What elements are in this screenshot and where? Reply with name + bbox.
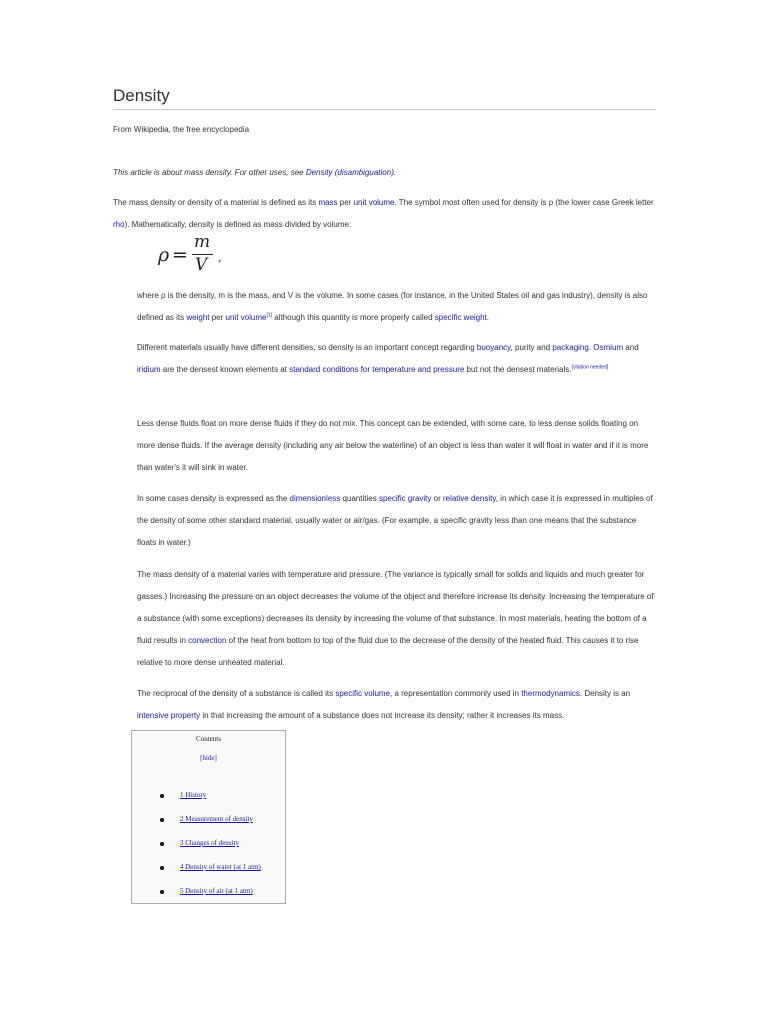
text: , purity and — [510, 343, 553, 352]
paragraph-definition — [137, 285, 656, 329]
text: but not the densest materials. — [464, 365, 572, 374]
link-density-disambiguation[interactable]: Density (disambiguation) — [305, 168, 394, 177]
link-specific-volume[interactable]: specific volume — [335, 689, 391, 698]
text: and — [623, 343, 639, 352]
link-convection[interactable]: convection — [188, 636, 227, 645]
text: per — [337, 198, 354, 207]
density-formula — [158, 234, 238, 274]
formula-numerator: m — [194, 232, 211, 252]
bullet-icon — [160, 842, 164, 846]
paragraph-materials — [137, 337, 656, 381]
link-buoyancy[interactable]: buoyancy — [476, 343, 511, 352]
link-rho[interactable]: rho — [113, 220, 125, 229]
link-relative-density[interactable]: relative density — [442, 494, 496, 503]
paragraph-temperature-pressure — [137, 564, 656, 674]
formula-comma: , — [218, 250, 222, 264]
bullet-icon — [160, 890, 164, 894]
text: Different materials usually have different densities, so density is an important concept regarding — [137, 343, 477, 352]
toc-link-changes[interactable]: 3 Changes of density — [180, 839, 239, 847]
toc-hide-toggle[interactable]: [hide] — [200, 754, 217, 762]
text: per — [209, 313, 226, 322]
text: or — [431, 494, 443, 503]
text: of the heat from bottom to top of the fluid due to the decrease of the density of the heated fluid. This causes it to rise relative to more dense unheated material. — [137, 636, 639, 667]
text: . — [486, 313, 490, 322]
link-standard-conditions[interactable]: standard conditions for temperature and pressure — [289, 365, 465, 374]
text: . — [588, 343, 594, 352]
citation-needed-link[interactable]: [citation needed] — [571, 364, 609, 371]
text: Less dense fluids float on more dense fluids if they do not mix. This concept can be extended, with some care, to less dense solids floating on more dense fluids. If the average density (including any air below the waterline) of an object is less than water it will float in water and if it is more than water's it will sink in water. — [137, 419, 649, 472]
text: In some cases density is expressed as the — [137, 494, 290, 503]
formula-rho: ρ — [158, 244, 170, 266]
text: The reciprocal of the density of a substance is called its — [137, 689, 336, 698]
link-unit-volume[interactable]: unit volume — [353, 198, 395, 207]
text: , a representation commonly used in — [390, 689, 522, 698]
toc-link-water[interactable]: 4 Density of water (at 1 atm) — [180, 863, 261, 871]
toc-link-measurement[interactable]: 2 Measurement of density — [180, 815, 253, 823]
link-specific-gravity[interactable]: specific gravity — [378, 494, 432, 503]
link-iridium[interactable]: iridium — [137, 365, 161, 374]
link-intensive-property[interactable]: intensive property — [137, 711, 201, 720]
bullet-icon — [160, 818, 164, 822]
bullet-icon — [160, 866, 164, 870]
text: in that increasing the amount of a substance does not increase its density; rather it increases its mass. — [200, 711, 565, 720]
text: ). Mathematically, density is defined as mass divided by volume: — [124, 220, 352, 229]
toc-link-history[interactable]: 1 History — [180, 791, 207, 799]
toc-link-air[interactable]: 5 Density of air (at 1 atm) — [180, 887, 253, 895]
lead-paragraph — [113, 192, 656, 236]
page-title: Density — [113, 86, 656, 110]
toc-title: Contents — [196, 735, 221, 743]
link-unit-volume[interactable]: unit volume — [225, 313, 267, 322]
text: , in which case it is expressed in multiples of the density of some other standard material, usually water or air/gas. (For example, a specific gravity less than one means that the substance floats in water.) — [137, 494, 653, 547]
link-osmium[interactable]: Osmium — [593, 343, 624, 352]
text: The mass density of a material varies with temperature and pressure. (The variance is typically small for solids and liquids and much greater for gasses.) Increasing the pressure on an object decreases the volume of the object and therefore increase its density. Increasing the temperature of a substance (with some exceptions) decreases its density by increasing the volume of that substance. In most materials, heating the bottom of a fluid results in — [137, 570, 654, 645]
paragraph-floating — [137, 413, 656, 479]
text: are the densest known elements at — [160, 365, 290, 374]
text: The mass density or density of a material is defined as its — [113, 198, 319, 207]
hatnote-text: This article is about mass density. For other uses, see — [113, 168, 306, 177]
hatnote — [113, 168, 396, 177]
hatnote-end: . — [393, 168, 397, 177]
text: quantities — [340, 494, 379, 503]
paragraph-specific-volume — [137, 683, 656, 727]
bullet-icon — [160, 794, 164, 798]
link-thermodynamics[interactable]: thermodynamics — [521, 689, 580, 698]
formula-equals: = — [172, 244, 188, 266]
link-specific-weight[interactable]: specific weight — [434, 313, 487, 322]
formula-denominator: V — [195, 255, 208, 275]
table-of-contents — [131, 730, 286, 904]
text: . Density is an — [579, 689, 631, 698]
text: where ρ is the density, m is the mass, and V is the volume. In some cases (for instance, in the United States oil and gas industry), density is also defined as its — [137, 291, 648, 322]
text: although this quantity is more properly called — [272, 313, 435, 322]
paragraph-relative-density — [137, 488, 656, 554]
link-packaging[interactable]: packaging — [552, 343, 589, 352]
text: . The symbol most often used for density is ρ (the lower case Greek letter — [394, 198, 654, 207]
reference-link[interactable]: [1] — [266, 312, 272, 319]
link-weight[interactable]: weight — [186, 313, 210, 322]
link-dimensionless[interactable]: dimensionless — [289, 494, 341, 503]
page-subtitle: From Wikipedia, the free encyclopedia — [113, 125, 250, 134]
link-mass[interactable]: mass — [318, 198, 338, 207]
